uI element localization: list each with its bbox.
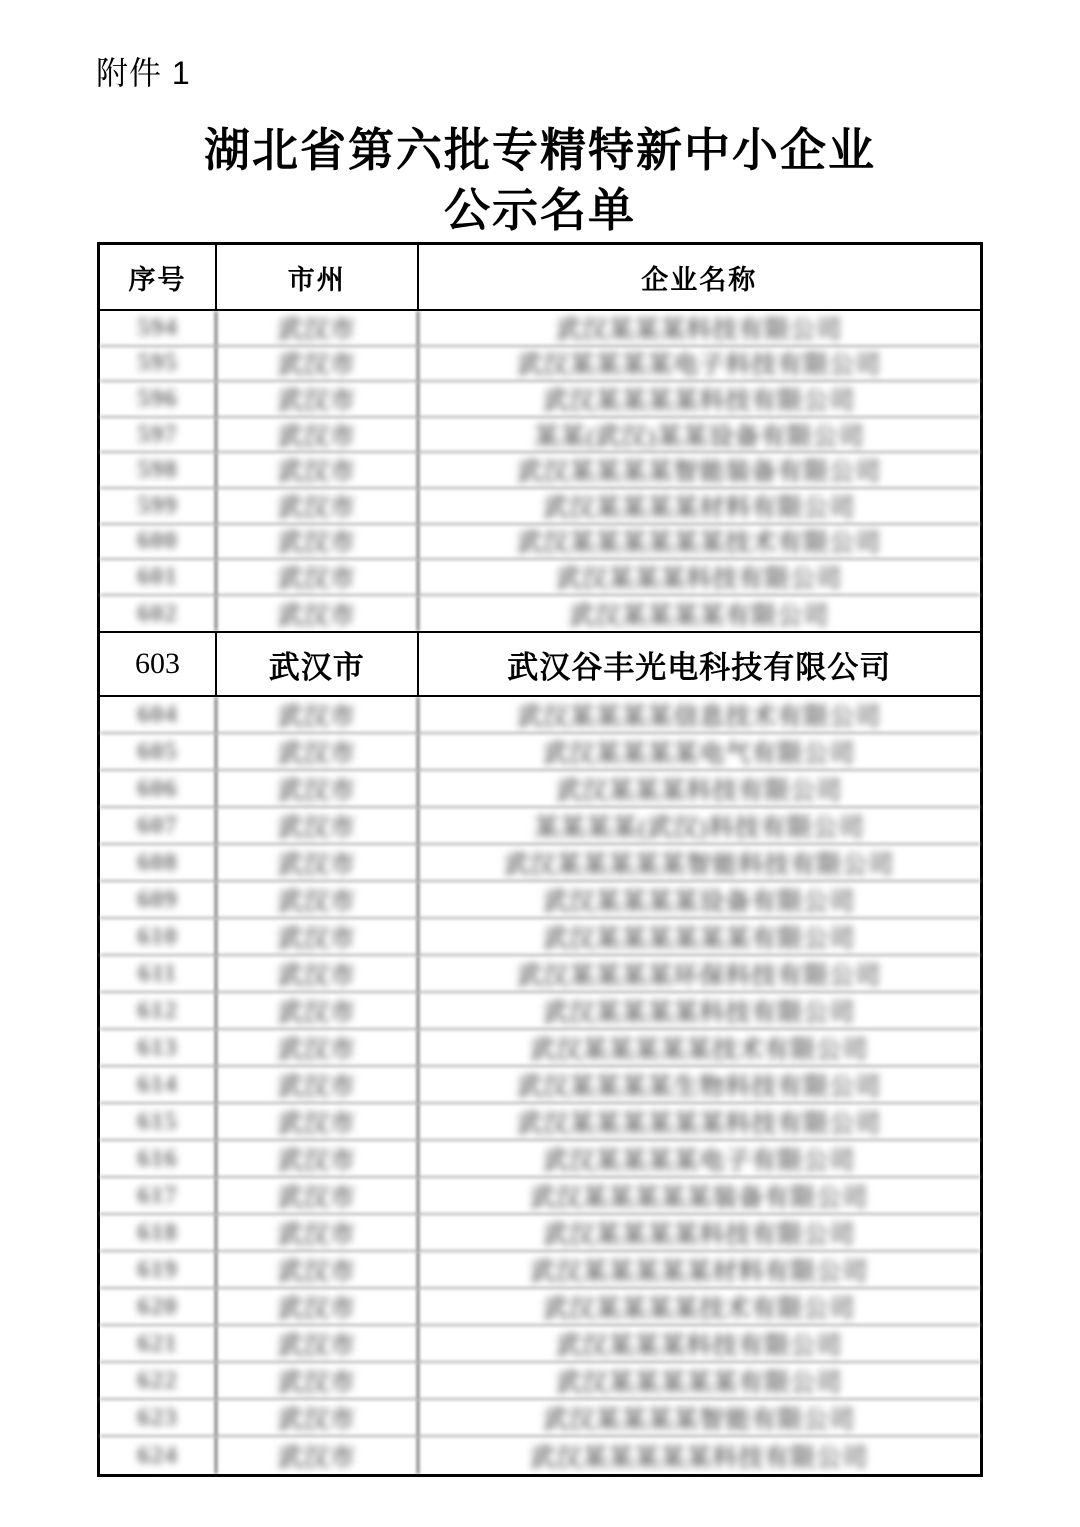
cell-seq xyxy=(100,1400,217,1435)
page-title-line1: 湖北省第六批专精特新中小企业 xyxy=(204,124,876,176)
cell-city xyxy=(217,1215,419,1250)
table-row-blurred xyxy=(100,596,980,632)
redacted-text: 武汉市 xyxy=(277,1073,356,1101)
cell-seq xyxy=(100,956,217,991)
cell-city xyxy=(217,347,419,381)
blurred-rows-below xyxy=(100,697,980,1474)
redacted-text: 武汉市 xyxy=(277,352,356,380)
cell-seq xyxy=(100,453,217,487)
cell-seq xyxy=(100,771,217,806)
cell-company xyxy=(419,993,980,1028)
redacted-text: 武汉某某某某技术有限公司 xyxy=(543,1295,856,1323)
redacted-text: 武汉市 xyxy=(277,925,356,953)
table-row-blurred xyxy=(100,808,980,845)
redacted-text: 614 xyxy=(137,1070,178,1098)
cell-city xyxy=(217,489,419,523)
redacted-text: 武汉某某某某电子有限公司 xyxy=(543,1147,856,1175)
cell-city xyxy=(217,1400,419,1435)
highlighted-row-company: 武汉谷丰光电科技有限公司 xyxy=(507,649,892,685)
table-row-blurred xyxy=(100,993,980,1030)
table-row-blurred xyxy=(100,1400,980,1437)
redacted-text: 600 xyxy=(137,527,178,555)
redacted-text: 武汉某某某某电子科技有限公司 xyxy=(517,352,882,380)
redacted-text: 611 xyxy=(137,959,178,987)
table-row-blurred xyxy=(100,1289,980,1326)
cell-seq xyxy=(100,418,217,452)
redacted-text: 武汉市 xyxy=(277,962,356,990)
redacted-text: 武汉市 xyxy=(277,1258,356,1286)
cell-city xyxy=(217,919,419,954)
cell-seq xyxy=(100,1067,217,1102)
redacted-text: 武汉市 xyxy=(277,888,356,916)
cell-company xyxy=(419,734,980,769)
cell-city xyxy=(217,311,419,345)
cell-company xyxy=(419,382,980,416)
table-row-blurred xyxy=(100,453,980,489)
cell-city xyxy=(217,956,419,991)
cell-company xyxy=(419,1400,980,1435)
redacted-text: 武汉某某某某智能有限公司 xyxy=(543,1406,856,1434)
attachment-label: 附件 1 xyxy=(96,55,191,91)
table-row-blurred xyxy=(100,1215,980,1252)
redacted-text: 武汉某某某某电气有限公司 xyxy=(543,740,856,768)
redacted-text: 武汉市 xyxy=(277,1184,356,1212)
redacted-text: 武汉市 xyxy=(277,1369,356,1397)
cell-company xyxy=(419,1104,980,1139)
cell-seq xyxy=(100,993,217,1028)
redacted-text: 武汉某某某科技有限公司 xyxy=(556,565,843,593)
table-row-blurred xyxy=(100,1437,980,1474)
cell-seq xyxy=(100,1104,217,1139)
cell-seq xyxy=(100,1178,217,1213)
redacted-text: 武汉市 xyxy=(277,1147,356,1175)
cell-seq xyxy=(100,1363,217,1398)
cell-city xyxy=(217,1141,419,1176)
cell-company xyxy=(419,347,980,381)
redacted-text: 武汉市 xyxy=(277,494,356,522)
redacted-text: 武汉某某某某设备有限公司 xyxy=(543,888,856,916)
redacted-text: 621 xyxy=(137,1329,178,1357)
cell-city xyxy=(217,993,419,1028)
redacted-text: 624 xyxy=(137,1441,178,1469)
table-row-blurred xyxy=(100,1104,980,1141)
redacted-text: 武汉市 xyxy=(277,1221,356,1249)
cell-city xyxy=(217,1067,419,1102)
highlighted-row-city: 武汉市 xyxy=(217,633,419,695)
redacted-text: 612 xyxy=(137,996,178,1024)
cell-seq xyxy=(100,1030,217,1065)
cell-company xyxy=(419,1363,980,1398)
redacted-text: 武汉市 xyxy=(277,851,356,879)
redacted-text: 武汉某某某某某智能科技有限公司 xyxy=(504,851,895,879)
redacted-text: 604 xyxy=(137,700,178,728)
table-row-blurred xyxy=(100,697,980,734)
cell-seq xyxy=(100,808,217,843)
cell-city xyxy=(217,1252,419,1287)
cell-company xyxy=(419,596,980,632)
redacted-text: 武汉某某某某科技有限公司 xyxy=(543,1221,856,1249)
cell-city xyxy=(217,453,419,487)
cell-city xyxy=(217,882,419,917)
companies-table xyxy=(97,242,983,1477)
table-row-blurred xyxy=(100,525,980,561)
cell-city xyxy=(217,1326,419,1361)
cell-seq xyxy=(100,560,217,594)
redacted-text: 武汉某某某科技有限公司 xyxy=(556,1332,843,1360)
redacted-text: 597 xyxy=(137,420,178,448)
table-row-blurred xyxy=(100,418,980,454)
table-header-row xyxy=(100,245,980,311)
redacted-text: 武汉某某某某某某科技有限公司 xyxy=(517,1110,882,1138)
cell-city xyxy=(217,1030,419,1065)
redacted-text: 622 xyxy=(137,1366,178,1394)
redacted-text: 武汉市 xyxy=(277,423,356,451)
page-title xyxy=(0,120,1080,240)
redacted-text: 武汉某某某某某科技有限公司 xyxy=(530,1444,869,1472)
cell-city xyxy=(217,808,419,843)
redacted-text: 武汉市 xyxy=(277,999,356,1027)
redacted-text: 620 xyxy=(137,1292,178,1320)
redacted-text: 617 xyxy=(137,1181,178,1209)
redacted-text: 武汉某某某某有限公司 xyxy=(569,602,830,630)
redacted-text: 609 xyxy=(137,885,178,913)
table-row-blurred xyxy=(100,1141,980,1178)
cell-company xyxy=(419,453,980,487)
column-header-seq: 序号 xyxy=(100,245,217,309)
redacted-text: 武汉某某某科技有限公司 xyxy=(556,316,843,344)
table-row-blurred xyxy=(100,1067,980,1104)
table-row-blurred xyxy=(100,1252,980,1289)
redacted-text: 武汉市 xyxy=(277,459,356,487)
cell-company xyxy=(419,1326,980,1361)
cell-seq xyxy=(100,347,217,381)
cell-seq xyxy=(100,845,217,880)
highlighted-table-row xyxy=(100,631,980,697)
redacted-text: 武汉某某某某生物科技有限公司 xyxy=(517,1073,882,1101)
redacted-text: 605 xyxy=(137,737,178,765)
redacted-text: 武汉某某某科技有限公司 xyxy=(556,777,843,805)
cell-city xyxy=(217,525,419,559)
cell-company xyxy=(419,489,980,523)
cell-company xyxy=(419,1067,980,1102)
redacted-text: 某某某某(武汉)科技有限公司 xyxy=(533,814,865,842)
table-row-blurred xyxy=(100,1326,980,1363)
redacted-text: 武汉某某某某某装备有限公司 xyxy=(530,1184,869,1212)
redacted-text: 599 xyxy=(137,491,178,519)
redacted-text: 武汉某某某某某材料有限公司 xyxy=(530,1258,869,1286)
table-row-blurred xyxy=(100,734,980,771)
redacted-text: 武汉市 xyxy=(277,1406,356,1434)
redacted-text: 武汉某某某某某技术有限公司 xyxy=(530,1036,869,1064)
cell-city xyxy=(217,1178,419,1213)
table-row-blurred xyxy=(100,1363,980,1400)
redacted-text: 616 xyxy=(137,1144,178,1172)
cell-seq xyxy=(100,1252,217,1287)
table-row-blurred xyxy=(100,1178,980,1215)
cell-company xyxy=(419,882,980,917)
cell-company xyxy=(419,1289,980,1324)
redacted-text: 武汉市 xyxy=(277,703,356,731)
cell-seq xyxy=(100,1141,217,1176)
redacted-text: 武汉市 xyxy=(277,602,356,630)
redacted-text: 武汉某某某某信息技术有限公司 xyxy=(517,703,882,731)
page-title-line2: 公示名单 xyxy=(444,184,636,236)
redacted-text: 607 xyxy=(137,811,178,839)
cell-company xyxy=(419,418,980,452)
table-row-blurred xyxy=(100,771,980,808)
cell-city xyxy=(217,1437,419,1474)
cell-seq xyxy=(100,697,217,732)
table-row-blurred xyxy=(100,845,980,882)
table-row-blurred xyxy=(100,1030,980,1067)
redacted-text: 596 xyxy=(137,384,178,412)
cell-seq xyxy=(100,311,217,345)
column-header-company: 企业名称 xyxy=(641,264,758,295)
table-row-blurred xyxy=(100,347,980,383)
redacted-text: 602 xyxy=(137,599,178,627)
cell-city xyxy=(217,734,419,769)
cell-company xyxy=(419,845,980,880)
cell-city xyxy=(217,697,419,732)
redacted-text: 武汉市 xyxy=(277,1295,356,1323)
redacted-text: 武汉市 xyxy=(277,316,356,344)
cell-company xyxy=(419,1178,980,1213)
redacted-text: 武汉某某某某环保科技有限公司 xyxy=(517,962,882,990)
redacted-text: 武汉某某某某材料有限公司 xyxy=(543,494,856,522)
redacted-text: 615 xyxy=(137,1107,178,1135)
redacted-text: 610 xyxy=(137,922,178,950)
redacted-text: 武汉市 xyxy=(277,530,356,558)
redacted-text: 594 xyxy=(137,313,178,341)
redacted-text: 武汉某某某某科技有限公司 xyxy=(543,999,856,1027)
redacted-text: 武汉某某某某某某有限公司 xyxy=(543,925,856,953)
redacted-text: 598 xyxy=(137,456,178,484)
cell-company xyxy=(419,1215,980,1250)
redacted-text: 武汉市 xyxy=(277,1444,356,1472)
cell-city xyxy=(217,382,419,416)
cell-company xyxy=(419,771,980,806)
redacted-text: 601 xyxy=(137,562,178,590)
cell-company xyxy=(419,1437,980,1474)
cell-company xyxy=(419,808,980,843)
table-row-blurred xyxy=(100,382,980,418)
table-row-blurred xyxy=(100,489,980,525)
redacted-text: 619 xyxy=(137,1255,178,1283)
table-row-blurred xyxy=(100,919,980,956)
cell-city xyxy=(217,771,419,806)
cell-company xyxy=(419,919,980,954)
redacted-text: 武汉市 xyxy=(277,1332,356,1360)
cell-seq xyxy=(100,1289,217,1324)
table-row-blurred xyxy=(100,956,980,993)
redacted-text: 武汉某某某某某某技术有限公司 xyxy=(517,530,882,558)
redacted-text: 595 xyxy=(137,349,178,377)
redacted-text: 武汉市 xyxy=(277,1110,356,1138)
cell-seq xyxy=(100,525,217,559)
redacted-text: 武汉某某某某某有限公司 xyxy=(556,1369,843,1397)
redacted-text: 608 xyxy=(137,848,178,876)
redacted-text: 某某(武汉)某某设备有限公司 xyxy=(533,423,865,451)
cell-city xyxy=(217,1104,419,1139)
cell-company xyxy=(419,956,980,991)
table-row-blurred xyxy=(100,311,980,347)
redacted-text: 武汉某某某某智能装备有限公司 xyxy=(517,459,882,487)
cell-company xyxy=(419,560,980,594)
redacted-text: 武汉市 xyxy=(277,777,356,805)
cell-seq xyxy=(100,919,217,954)
redacted-text: 613 xyxy=(137,1033,178,1061)
cell-city xyxy=(217,1363,419,1398)
cell-seq xyxy=(100,489,217,523)
table-row-blurred xyxy=(100,560,980,596)
cell-seq xyxy=(100,596,217,632)
cell-company xyxy=(419,1030,980,1065)
redacted-text: 武汉某某某某科技有限公司 xyxy=(543,387,856,415)
cell-seq xyxy=(100,382,217,416)
cell-city xyxy=(217,845,419,880)
blurred-rows-above xyxy=(100,311,980,631)
table-row-blurred xyxy=(100,882,980,919)
cell-seq xyxy=(100,882,217,917)
cell-company xyxy=(419,697,980,732)
redacted-text: 618 xyxy=(137,1218,178,1246)
cell-city xyxy=(217,560,419,594)
cell-seq xyxy=(100,1215,217,1250)
cell-company xyxy=(419,525,980,559)
redacted-text: 606 xyxy=(137,774,178,802)
column-header-city: 市州 xyxy=(217,245,419,309)
cell-city xyxy=(217,418,419,452)
cell-seq xyxy=(100,1437,217,1474)
highlighted-row-seq: 603 xyxy=(100,633,217,695)
cell-company xyxy=(419,311,980,345)
cell-city xyxy=(217,1289,419,1324)
cell-city xyxy=(217,596,419,632)
cell-company xyxy=(419,1252,980,1287)
cell-seq xyxy=(100,734,217,769)
redacted-text: 623 xyxy=(137,1403,178,1431)
redacted-text: 武汉市 xyxy=(277,387,356,415)
redacted-text: 武汉市 xyxy=(277,565,356,593)
cell-company xyxy=(419,1141,980,1176)
redacted-text: 武汉市 xyxy=(277,740,356,768)
redacted-text: 武汉市 xyxy=(277,1036,356,1064)
redacted-text: 武汉市 xyxy=(277,814,356,842)
cell-seq xyxy=(100,1326,217,1361)
